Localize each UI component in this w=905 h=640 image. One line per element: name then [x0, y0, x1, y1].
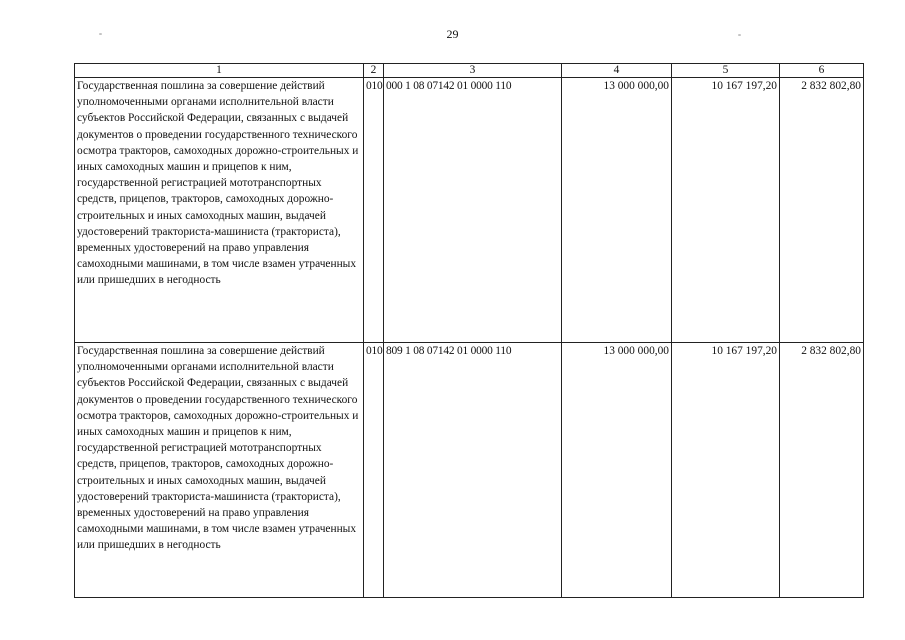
table-row	[75, 78, 864, 343]
table-row	[75, 343, 864, 598]
column-header-5: 5	[672, 64, 780, 78]
table-header-row	[75, 64, 864, 78]
row-budget-code: 809 1 08 07142 01 0000 110	[384, 343, 562, 598]
column-header-6: 6	[780, 64, 864, 78]
page-number: 29	[446, 27, 459, 41]
row-line-code: 010	[364, 343, 384, 598]
row-value-col6: 2 832 802,80	[780, 343, 864, 598]
column-header-2: 2	[364, 64, 384, 78]
row-description: Государственная пошлина за совершение действий уполномоченными органами исполнительной власти субъектов Российской Федерации, связанных с выдачей документов о проведении государственного технического осмотра тракторов, самоходных дорожно-строительных и иных самоходных машин и прицепов к ним, государственной регистрацией мототранспортных средств, прицепов, тракторов, самоходных дорожно-строительных и иных самоходных машин, выдачей удостоверений тракториста-машиниста (тракториста), временных удостоверений на право управления самоходными машинами, в том числе взамен утраченных или пришедших в негодность	[75, 78, 364, 343]
row-value-col4: 13 000 000,00	[562, 78, 672, 343]
row-value-col5: 10 167 197,20	[672, 343, 780, 598]
row-budget-code: 000 1 08 07142 01 0000 110	[384, 78, 562, 343]
column-header-1: 1	[75, 64, 364, 78]
scan-speck	[99, 33, 102, 35]
row-description: Государственная пошлина за совершение действий уполномоченными органами исполнительной власти субъектов Российской Федерации, связанных с выдачей документов о проведении государственного технического осмотра тракторов, самоходных дорожно-строительных и иных самоходных машин и прицепов к ним, государственной регистрацией мототранспортных средств, прицепов, тракторов, самоходных дорожно-строительных и иных самоходных машин, выдачей удостоверений тракториста-машиниста (тракториста), временных удостоверений на право управления самоходными машинами, в том числе взамен утраченных или пришедших в негодность	[75, 343, 364, 598]
row-line-code: 010	[364, 78, 384, 343]
scan-speck	[738, 34, 741, 36]
row-value-col6: 2 832 802,80	[780, 78, 864, 343]
row-value-col5: 10 167 197,20	[672, 78, 780, 343]
budget-table	[74, 63, 864, 598]
column-header-3: 3	[384, 64, 562, 78]
column-header-4: 4	[562, 64, 672, 78]
row-value-col4: 13 000 000,00	[562, 343, 672, 598]
